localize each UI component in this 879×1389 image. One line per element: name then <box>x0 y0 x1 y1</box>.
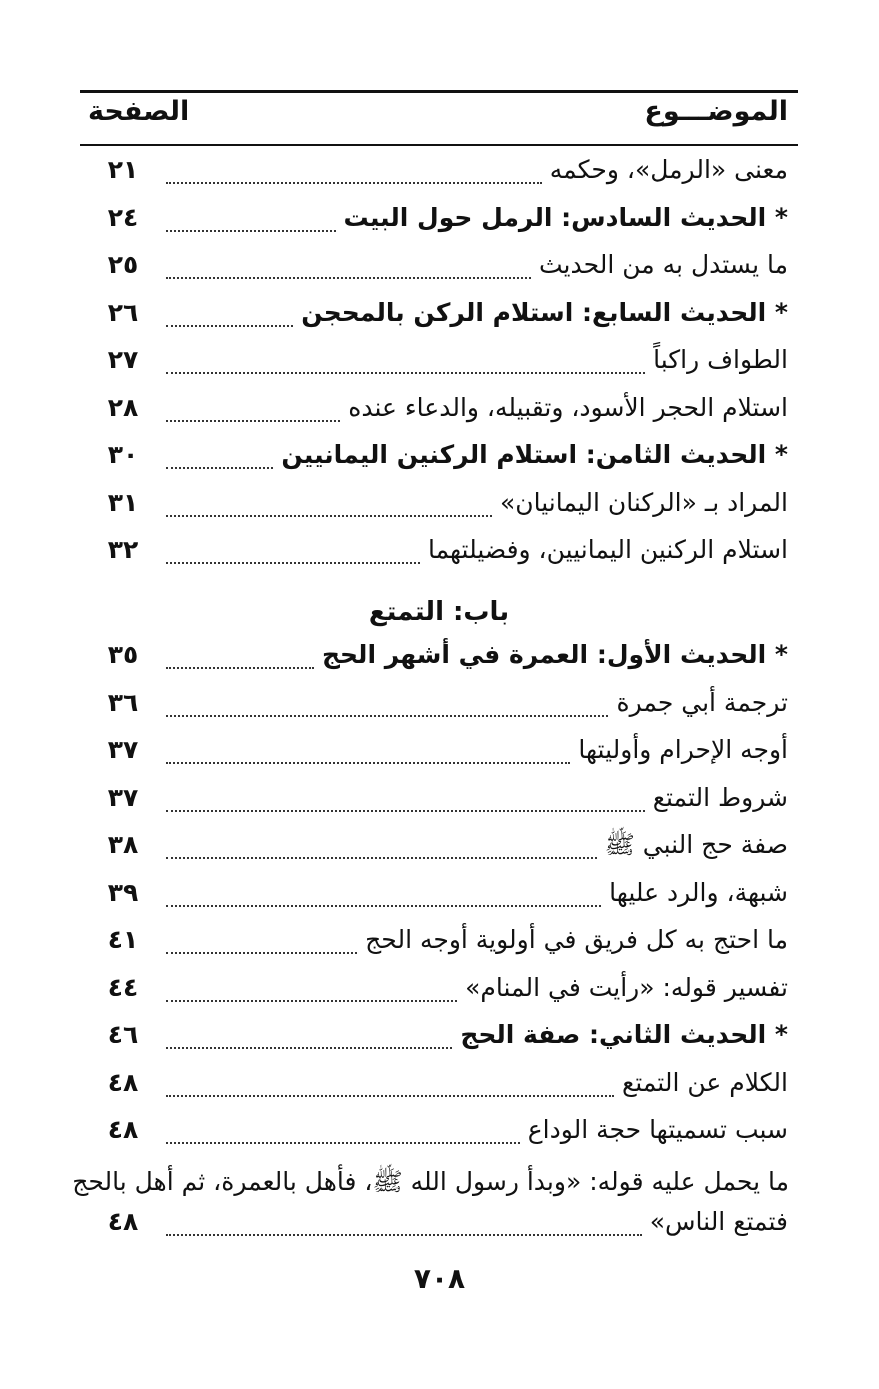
leader-dots <box>166 562 420 564</box>
top-rule <box>80 90 798 93</box>
leader-dots <box>166 810 645 812</box>
leader-dots <box>166 325 293 327</box>
toc-entry-multiline-first: ما يحمل عليه قوله: «وبدأ رسول الله ﷺ، فأهل بالعمرة، ثم أهل بالحج <box>72 1167 789 1196</box>
toc-entry <box>80 340 798 384</box>
toc-entry-title: فتمتع الناس» <box>649 1207 788 1236</box>
leader-dots <box>166 1000 457 1002</box>
toc-entry-page: ٣١ <box>107 487 139 517</box>
leader-dots <box>166 372 645 374</box>
toc-entry-title: الكلام عن التمتع <box>621 1067 788 1097</box>
toc-entry-page: ٢٤ <box>107 202 139 232</box>
toc-entry-title: * الحديث الأول: العمرة في أشهر الحج <box>322 640 788 669</box>
toc-entry-title: * الحديث الثامن: استلام الركنين اليمانيين <box>281 440 788 469</box>
toc-entry-title: * الحديث الثاني: صفة الحج <box>460 1020 788 1049</box>
leader-dots <box>166 1234 642 1236</box>
page-number: ٧٠٨ <box>413 1262 466 1295</box>
toc-entry-title: سبب تسميتها حجة الوداع <box>527 1115 788 1144</box>
toc-entry <box>80 150 798 194</box>
toc-entry-title: * الحديث السابع: استلام الركن بالمحجن <box>301 297 788 327</box>
leader-dots <box>166 715 608 717</box>
toc-entry <box>80 968 798 1012</box>
toc-header <box>80 96 798 140</box>
leader-dots <box>166 277 531 279</box>
leader-dots <box>166 667 314 669</box>
toc-entry-title: ما احتج به كل فريق في أولوية أوجه الحج <box>365 925 788 954</box>
toc-entry-title: أوجه الإحرام وأوليتها <box>578 735 788 764</box>
toc-entry-page: ٤١ <box>107 925 139 954</box>
toc-entry-multiline-second <box>80 1202 798 1246</box>
toc-entry <box>80 683 798 727</box>
leader-dots <box>166 230 336 232</box>
leader-dots <box>166 467 273 469</box>
leader-dots <box>166 762 570 764</box>
header-page: الصفحة <box>88 96 190 127</box>
toc-entry-page: ٢٨ <box>107 392 139 422</box>
toc-entry-page: ٤٨ <box>107 1207 139 1236</box>
toc-entry-page: ٤٨ <box>107 1067 139 1097</box>
leader-dots <box>166 182 542 184</box>
toc-entry <box>80 1063 798 1107</box>
toc-entry <box>80 530 798 574</box>
toc-entry <box>80 293 798 337</box>
toc-entry-page: ٢٥ <box>107 250 139 279</box>
toc-entry-page: ٢٦ <box>107 297 139 327</box>
toc-entry <box>80 245 798 289</box>
leader-dots <box>166 1095 614 1097</box>
toc-entry-title: معنى «الرمل»، وحكمه <box>549 155 788 184</box>
toc-entry <box>80 1015 798 1059</box>
toc-entry <box>80 635 798 679</box>
toc-entry <box>80 778 798 822</box>
toc-entry-title: ترجمة أبي جمرة <box>616 687 788 717</box>
toc-entry-title: تفسير قوله: «رأيت في المنام» <box>465 972 788 1002</box>
toc-entry-title: استلام الركنين اليمانيين، وفضيلتهما <box>427 535 788 564</box>
leader-dots <box>166 905 601 907</box>
toc-entry-page: ٤٦ <box>107 1020 139 1049</box>
toc-entry-page: ٣٧ <box>107 735 139 764</box>
toc-entry-page: ٤٤ <box>107 972 139 1002</box>
section-title: باب: التمتع <box>368 597 510 627</box>
toc-entry-title: شبهة، والرد عليها <box>609 877 788 907</box>
leader-dots <box>166 515 492 517</box>
toc-entry-page: ٣٠ <box>107 440 139 469</box>
toc-entry-title: صفة حج النبي ﷺ <box>604 830 788 859</box>
leader-dots <box>166 952 357 954</box>
header-rule <box>80 144 798 146</box>
leader-dots <box>166 420 340 422</box>
toc-entry-title: استلام الحجر الأسود، وتقبيله، والدعاء عنده <box>348 392 788 422</box>
toc-entry <box>80 435 798 479</box>
toc-entry-page: ٤٨ <box>107 1115 139 1144</box>
toc-entry <box>80 198 798 242</box>
toc-entry-title: ما يستدل به من الحديث <box>539 250 788 279</box>
toc-entry-page: ٣٩ <box>107 877 139 907</box>
leader-dots <box>166 1142 520 1144</box>
toc-entry <box>80 873 798 917</box>
toc-entry-page: ٢٧ <box>107 345 139 374</box>
toc-entry-title: شروط التمتع <box>652 782 788 812</box>
toc-entry-title: المراد بـ «الركنان اليمانيان» <box>499 487 788 517</box>
toc-entry <box>80 825 798 869</box>
toc-entry <box>80 920 798 964</box>
toc-entry-page: ٣٧ <box>107 782 139 812</box>
toc-entry <box>80 730 798 774</box>
toc-entry-page: ٢١ <box>107 155 139 184</box>
toc-entry-title: * الحديث السادس: الرمل حول البيت <box>343 202 788 232</box>
toc-entry <box>80 1110 798 1154</box>
toc-entry <box>80 388 798 432</box>
toc-entry <box>80 483 798 527</box>
toc-entry-title: الطواف راكباً <box>653 345 788 374</box>
toc-entry-page: ٣٢ <box>107 535 139 564</box>
toc-entry-page: ٣٦ <box>107 687 139 717</box>
leader-dots <box>166 1047 452 1049</box>
leader-dots <box>166 857 597 859</box>
header-topic: الموضـــوع <box>644 96 788 127</box>
toc-entry-page: ٣٨ <box>107 830 139 859</box>
toc-entry-page: ٣٥ <box>107 640 139 669</box>
